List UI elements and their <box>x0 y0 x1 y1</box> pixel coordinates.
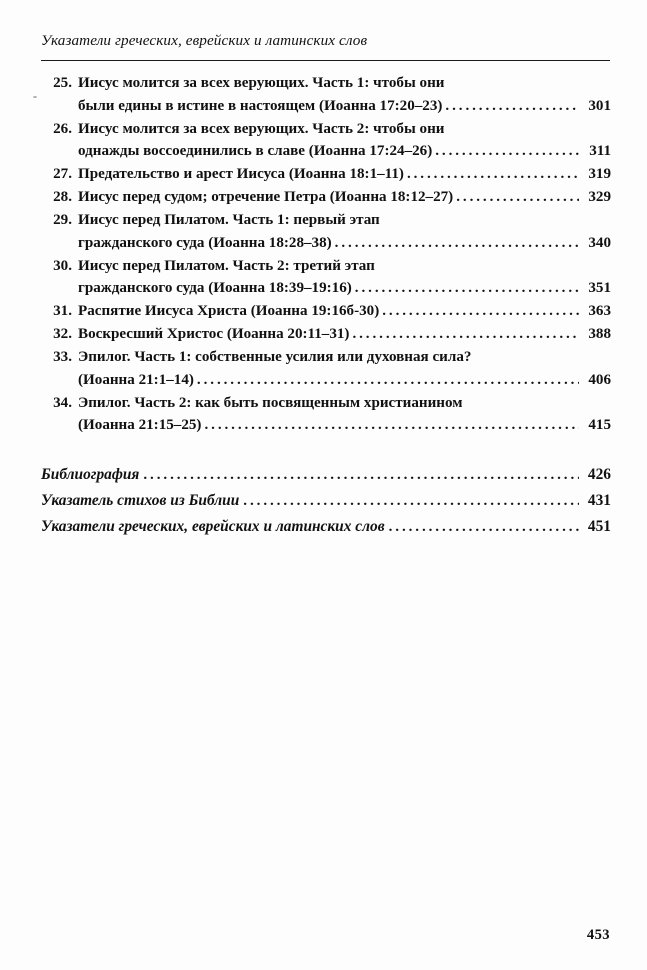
dot-leader <box>243 489 579 514</box>
dot-leader <box>143 463 579 488</box>
toc-entry-page[interactable]: 363 <box>588 303 611 319</box>
toc-entry-number: 26. <box>53 120 72 137</box>
toc-backmatter-title: Библиография <box>41 465 140 483</box>
toc-entry-line <box>78 414 611 437</box>
toc-entry-number: 29. <box>53 212 72 228</box>
toc-entry-line <box>78 118 611 141</box>
toc-backmatter-entry[interactable] <box>41 488 611 514</box>
toc-entry-number: 32. <box>53 326 72 342</box>
toc-backmatter-title: Указатели греческих, еврейских и латинских слов <box>41 517 385 535</box>
toc-entry-number: 28. <box>53 189 72 205</box>
toc-backmatter-list <box>41 462 611 540</box>
toc-entry-body <box>78 118 611 163</box>
toc-entry-body <box>78 346 611 391</box>
toc-entry-page[interactable]: 388 <box>588 326 611 342</box>
toc-entry-number: 30. <box>53 257 72 274</box>
toc-entry-page[interactable]: 351 <box>588 280 611 296</box>
toc-entry-body <box>78 323 611 346</box>
dot-leader <box>352 323 579 346</box>
toc-entry-line <box>78 369 611 392</box>
toc-entry-line <box>78 392 611 415</box>
scan-speck <box>33 96 37 98</box>
toc-entry-number: 25. <box>53 75 72 91</box>
toc-entry[interactable] <box>41 392 611 437</box>
toc-entry[interactable] <box>41 300 611 323</box>
toc-entry-page[interactable]: 340 <box>588 234 611 251</box>
toc-entry-line <box>78 346 611 369</box>
dot-leader <box>382 300 579 323</box>
toc-numbered-list <box>41 72 611 437</box>
toc-entry-number: 34. <box>53 394 72 411</box>
toc-backmatter-entry[interactable] <box>41 462 611 488</box>
toc-entry-title: Иисус молится за всех верующих. Часть 1: чтобы они <box>78 75 445 91</box>
toc-backmatter-title: Указатель стихов из Библии <box>41 491 240 509</box>
toc-entry-title: (Иоанна 21:1–14) <box>78 371 194 388</box>
toc-entry-title: Иисус перед Пилатом. Часть 2: третий этап <box>78 257 375 274</box>
dot-leader <box>197 369 579 392</box>
running-head: Указатели греческих, еврейских и латинских слов <box>41 32 368 49</box>
toc-entry-body <box>78 72 611 117</box>
toc-entry-page[interactable]: 301 <box>588 97 611 114</box>
toc-entry-line <box>78 255 611 278</box>
toc-entry[interactable] <box>41 163 611 186</box>
toc-entry-title: Воскресший Христос (Иоанна 20:11–31) <box>78 326 350 342</box>
dot-leader <box>335 232 579 255</box>
dot-leader <box>355 277 579 300</box>
dot-leader <box>389 515 579 540</box>
page-number: 453 <box>586 927 610 943</box>
toc-entry-title: однажды воссоединились в славе (Иоанна 17:24–26) <box>78 143 433 159</box>
toc-entry-title: Иисус молится за всех верующих. Часть 2: чтобы они <box>78 120 445 137</box>
dot-leader <box>445 95 579 118</box>
toc-entry-title: Эпилог. Часть 1: собственные усилия или духовная сила? <box>78 349 472 365</box>
toc-entry[interactable] <box>41 118 611 163</box>
toc-entry-title: были едины в истине в настоящем (Иоанна 17:20–23) <box>78 97 443 114</box>
header-rule <box>41 60 610 61</box>
toc-entry[interactable] <box>41 186 611 209</box>
dot-leader <box>456 186 579 209</box>
toc-entry-title: гражданского суда (Иоанна 18:28–38) <box>78 234 332 251</box>
toc-entry-number: 27. <box>53 166 72 182</box>
toc-entry[interactable] <box>41 323 611 346</box>
toc-entry-page[interactable]: 406 <box>588 371 611 388</box>
toc-entry-title: (Иоанна 21:15–25) <box>78 417 202 433</box>
toc-entry-body <box>78 255 611 300</box>
toc-entry-number: 31. <box>53 303 72 319</box>
toc-entry-line <box>78 186 611 209</box>
dot-leader <box>435 140 579 163</box>
toc-entry-body <box>78 209 611 254</box>
toc-entry-title: Распятие Иисуса Христа (Иоанна 19:16б-30) <box>78 303 380 319</box>
toc-backmatter-entry[interactable] <box>41 514 611 540</box>
toc-entry-line <box>78 323 611 346</box>
toc-entry[interactable] <box>41 346 611 391</box>
toc-entry-line <box>78 163 611 186</box>
toc-entry-page[interactable]: 319 <box>588 166 611 182</box>
toc-entry-line <box>78 300 611 323</box>
toc-entry-body <box>78 163 611 186</box>
toc-entry-title: гражданского суда (Иоанна 18:39–19:16) <box>78 280 352 296</box>
toc-backmatter-page[interactable]: 426 <box>587 465 611 483</box>
toc-entry[interactable] <box>41 209 611 254</box>
toc-entry[interactable] <box>41 255 611 300</box>
toc-entry-body <box>78 186 611 209</box>
dot-leader <box>407 163 579 186</box>
toc-backmatter-page[interactable]: 451 <box>587 517 611 535</box>
toc-entry-line <box>78 232 611 255</box>
toc-entry-page[interactable]: 415 <box>588 417 611 433</box>
toc-entry-line <box>78 209 611 232</box>
toc-entry-body <box>78 392 611 437</box>
dot-leader <box>204 414 579 437</box>
toc-backmatter-page[interactable]: 431 <box>587 491 611 509</box>
toc-entry-title: Иисус перед Пилатом. Часть 1: первый этап <box>78 212 380 228</box>
toc-entry-line <box>78 95 611 118</box>
toc-entry-page[interactable]: 329 <box>588 189 611 205</box>
toc-entry-title: Предательство и арест Иисуса (Иоанна 18:1–11) <box>78 166 404 182</box>
toc-entry-page[interactable]: 311 <box>589 143 611 159</box>
toc-entry-line <box>78 277 611 300</box>
toc-entry-title: Эпилог. Часть 2: как быть посвященным христианином <box>78 394 463 411</box>
toc-entry-number: 33. <box>53 349 72 365</box>
toc-entry-title: Иисус перед судом; отречение Петра (Иоанна 18:12–27) <box>78 189 454 205</box>
table-of-contents <box>41 72 611 540</box>
toc-entry[interactable] <box>41 72 611 117</box>
toc-entry-body <box>78 300 611 323</box>
toc-entry-line <box>78 140 611 163</box>
toc-entry-line <box>78 72 611 95</box>
